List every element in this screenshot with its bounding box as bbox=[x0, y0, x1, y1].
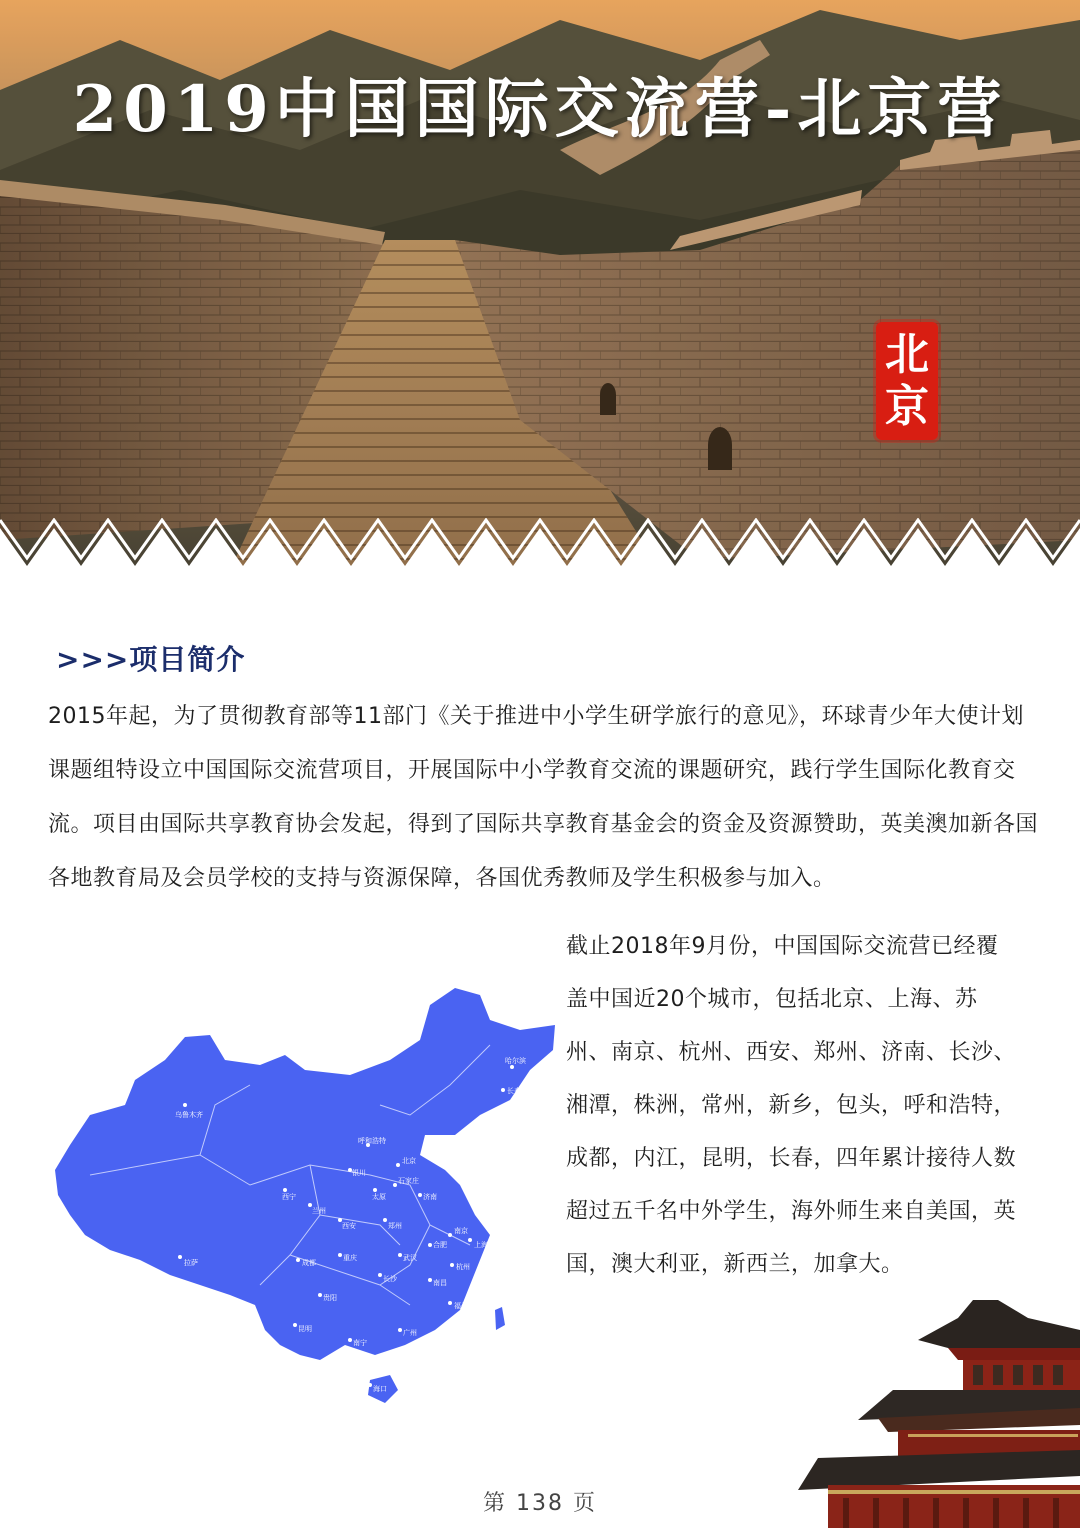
banner-title: 2019中国国际交流营-北京营 bbox=[72, 72, 1008, 147]
map-label-harbin: 哈尔滨 bbox=[505, 1057, 526, 1065]
map-label-urumqi: 乌鲁木齐 bbox=[175, 1111, 203, 1119]
map-label-kunming: 昆明 bbox=[298, 1325, 312, 1333]
map-label-changchun: 长春 bbox=[507, 1087, 521, 1095]
zigzag-border bbox=[0, 518, 1080, 570]
map-label-jinan: 济南 bbox=[423, 1193, 437, 1201]
seal-char-1: 北 bbox=[885, 329, 929, 380]
map-label-zhengzhou: 郑州 bbox=[388, 1222, 402, 1230]
map-label-shijiazhuang: 石家庄 bbox=[398, 1177, 419, 1185]
map-label-hefei: 合肥 bbox=[433, 1241, 447, 1249]
map-label-fuzhou: 福州 bbox=[454, 1302, 468, 1310]
hero-banner bbox=[0, 0, 1080, 570]
map-label-changsha: 长沙 bbox=[383, 1275, 397, 1283]
page-number: 第 138 页 bbox=[483, 1491, 597, 1516]
map-label-shanghai: 上海 bbox=[474, 1241, 488, 1249]
map-label-haikou: 海口 bbox=[373, 1385, 387, 1393]
map-label-xining: 西宁 bbox=[282, 1193, 296, 1201]
map-label-beijing: 北京 bbox=[402, 1157, 416, 1165]
china-map-outline bbox=[55, 988, 555, 1360]
map-label-nanning: 南宁 bbox=[353, 1339, 367, 1347]
map-label-xian: 西安 bbox=[342, 1222, 356, 1230]
beijing-seal bbox=[876, 322, 938, 440]
coverage-paragraph: 截止2018年9月份，中国国际交流营已经覆盖中国近20个城市，包括北京、上海、苏州、南京、杭州、西安、郑州、济南、长沙、湘潭，株洲，常州，新乡，包头，呼和浩特，成都，内江，昆明，长春，四年累计接待人数超过五千名中外学生，海外师生来自美国，英国，澳大利亚，新西兰，加拿大。 bbox=[566, 934, 1017, 1277]
map-label-nanchang: 南昌 bbox=[433, 1279, 447, 1287]
china-map bbox=[50, 985, 560, 1410]
map-label-nanjing: 南京 bbox=[454, 1227, 468, 1235]
map-label-lanzhou: 兰州 bbox=[312, 1207, 326, 1215]
map-label-shenyang: 沈阳 bbox=[484, 1117, 498, 1125]
map-label-hangzhou: 杭州 bbox=[456, 1263, 470, 1271]
section-heading: >>>项目简介 bbox=[56, 643, 246, 676]
map-label-hohhot: 呼和浩特 bbox=[358, 1137, 386, 1145]
map-label-guangzhou: 广州 bbox=[403, 1329, 417, 1337]
map-label-lhasa: 拉萨 bbox=[184, 1259, 198, 1267]
map-label-taiyuan: 太原 bbox=[372, 1193, 386, 1201]
map-label-guiyang: 贵阳 bbox=[323, 1294, 337, 1302]
intro-paragraph: 2015年起，为了贯彻教育部等11部门《关于推进中小学生研学旅行的意见》，环球青少年大使计划课题组特设立中国国际交流营项目，开展国际中小学教育交流的课题研究，践行学生国际化教育交流。项目由国际共享教育协会发起，得到了国际共享教育基金会的资金及资源赞助，英美澳加新各国各地教育局及会员学校的支持与资源保障，各国优秀教师及学生积极参与加入。 bbox=[48, 704, 1039, 891]
map-label-yinchuan: 银川 bbox=[352, 1169, 366, 1177]
map-label-chongqing: 重庆 bbox=[343, 1254, 357, 1262]
map-label-chengdu: 成都 bbox=[302, 1259, 316, 1267]
map-label-wuhan: 武汉 bbox=[403, 1254, 417, 1262]
seal-char-2: 京 bbox=[885, 381, 929, 432]
taiwan-island bbox=[495, 1307, 505, 1330]
